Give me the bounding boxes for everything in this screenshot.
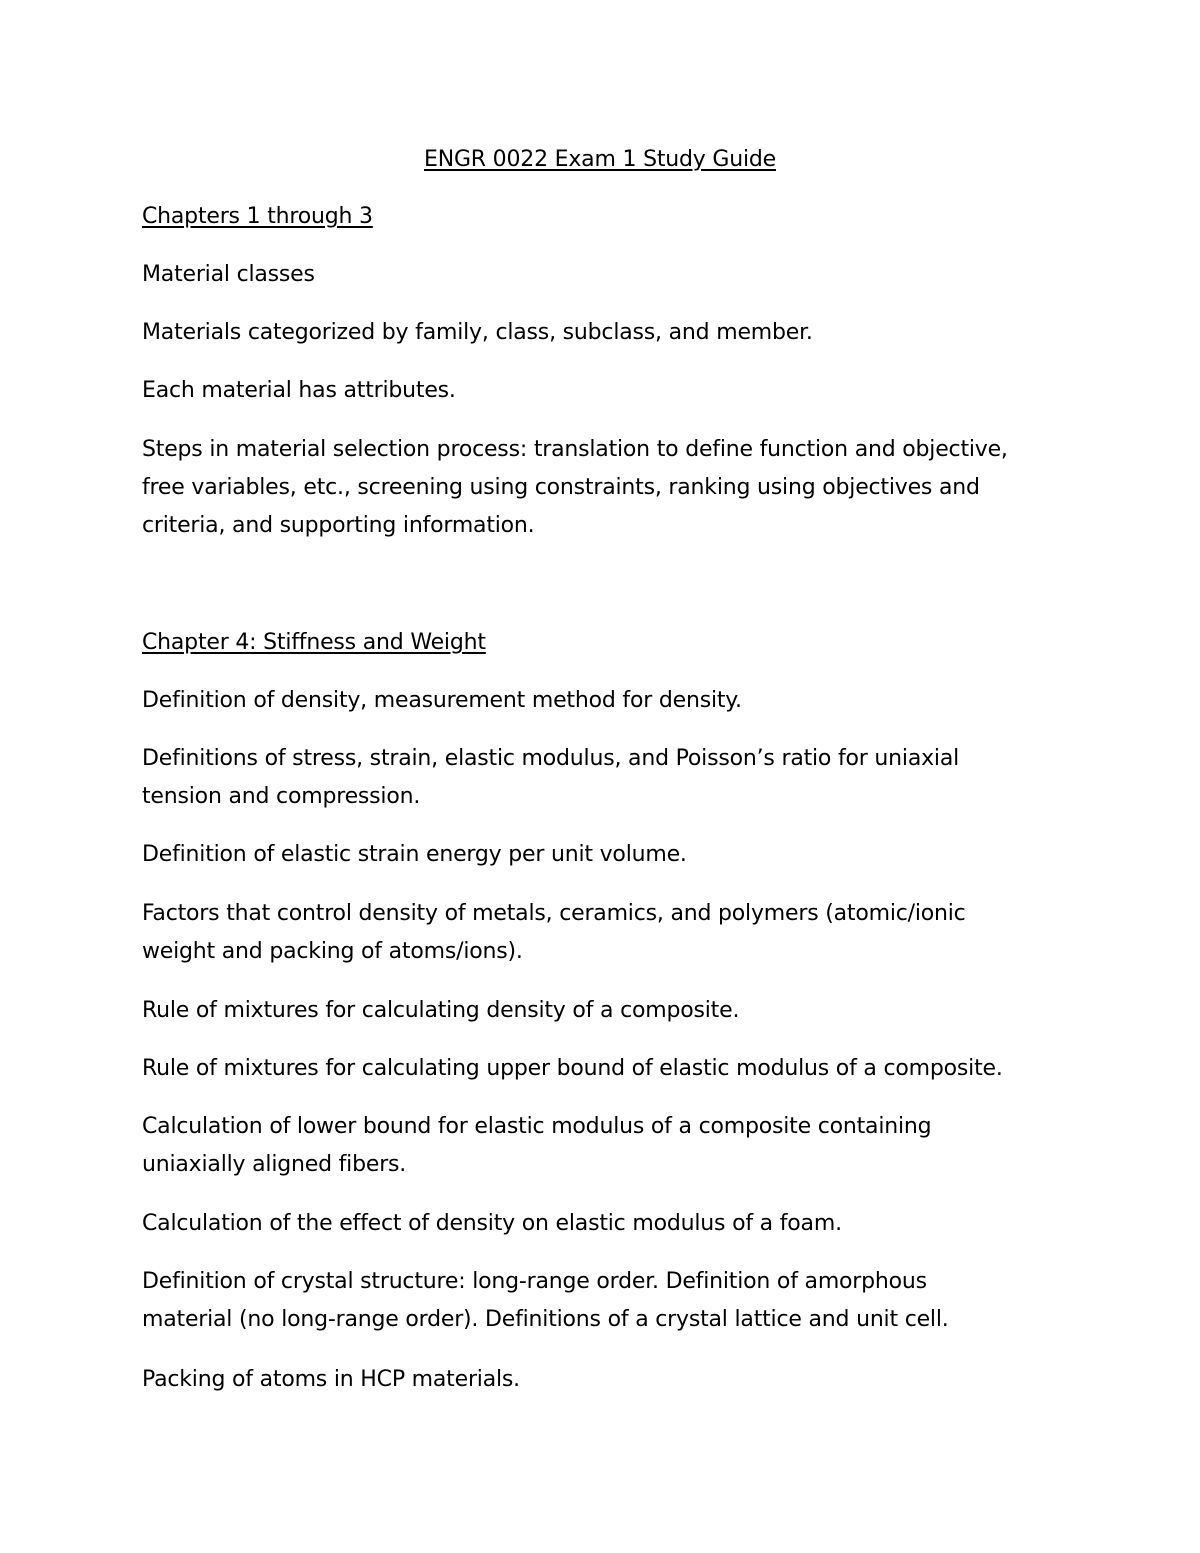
paragraph-selection-steps-line-3: criteria, and supporting information. bbox=[142, 513, 535, 538]
section-heading-chapters-1-3: Chapters 1 through 3 bbox=[142, 204, 373, 229]
paragraph-materials-categorized: Materials categorized by family, class, subclass, and member. bbox=[142, 320, 813, 345]
paragraph-selection-steps-line-1: Steps in material selection process: translation to define function and objective, bbox=[142, 437, 1008, 462]
paragraph-density-factors-line-1: Factors that control density of metals, ceramics, and polymers (atomic/ionic bbox=[142, 901, 966, 926]
paragraph-crystal-structure-line-1: Definition of crystal structure: long-range order. Definition of amorphous bbox=[142, 1269, 927, 1294]
paragraph-selection-steps-line-2: free variables, etc., screening using constraints, ranking using objectives and bbox=[142, 475, 980, 500]
paragraph-strain-energy: Definition of elastic strain energy per unit volume. bbox=[142, 842, 687, 867]
paragraph-stress-strain-line-1: Definitions of stress, strain, elastic modulus, and Poisson’s ratio for uniaxial bbox=[142, 746, 960, 771]
paragraph-foam-modulus: Calculation of the effect of density on elastic modulus of a foam. bbox=[142, 1211, 842, 1236]
section-heading-chapter-4: Chapter 4: Stiffness and Weight bbox=[142, 630, 486, 655]
paragraph-density-definition: Definition of density, measurement method for density. bbox=[142, 688, 742, 713]
document-title: ENGR 0022 Exam 1 Study Guide bbox=[424, 147, 776, 172]
paragraph-density-factors-line-2: weight and packing of atoms/ions). bbox=[142, 939, 523, 964]
paragraph-material-attributes: Each material has attributes. bbox=[142, 378, 456, 403]
paragraph-hcp-packing: Packing of atoms in HCP materials. bbox=[142, 1367, 520, 1392]
paragraph-lower-bound-line-1: Calculation of lower bound for elastic modulus of a composite containing bbox=[142, 1114, 932, 1139]
paragraph-lower-bound-line-2: uniaxially aligned fibers. bbox=[142, 1152, 407, 1177]
paragraph-stress-strain-line-2: tension and compression. bbox=[142, 784, 421, 809]
paragraph-material-classes: Material classes bbox=[142, 262, 315, 287]
paragraph-crystal-structure-line-2: material (no long-range order). Definitions of a crystal lattice and unit cell. bbox=[142, 1307, 949, 1332]
paragraph-rule-of-mixtures-density: Rule of mixtures for calculating density of a composite. bbox=[142, 998, 740, 1023]
paragraph-rule-of-mixtures-modulus: Rule of mixtures for calculating upper bound of elastic modulus of a composite. bbox=[142, 1056, 1003, 1081]
